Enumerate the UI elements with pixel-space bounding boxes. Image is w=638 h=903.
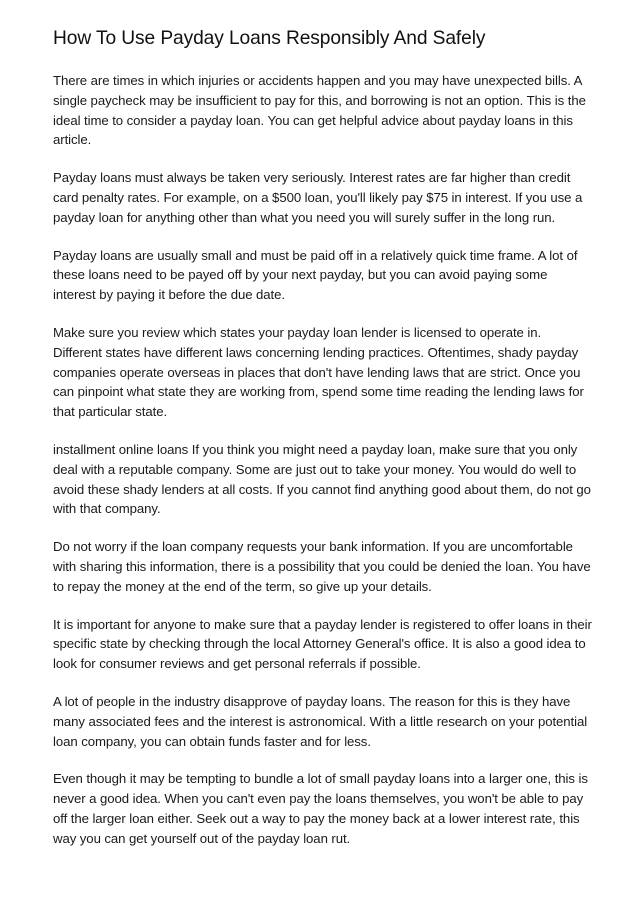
document-page bbox=[53, 26, 593, 867]
paragraph-2: Payday loans must always be taken very seriously. Interest rates are far higher than credit card penalty rates. For example, on a $500 loan, you'll likely pay $75 in interest. If you use a payday loan for anything other than what you need you will surely suffer in the long run. bbox=[53, 170, 583, 225]
paragraph-5: installment online loans If you think you might need a payday loan, make sure that you only deal with a reputable company. Some are just out to take your money. You would do well to avoid these shady lenders at all costs. If you cannot find anything good about them, do not go with that company. bbox=[53, 441, 591, 517]
paragraph-6: Do not worry if the loan company requests your bank information. If you are uncomfortable with sharing this information, there is a possibility that you could be denied the loan. You have to repay the money at the end of the term, so give up your details. bbox=[53, 539, 591, 594]
paragraph-7: It is important for anyone to make sure that a payday lender is registered to offer loans in their specific state by checking through the local Attorney General's office. It is also a good idea to look for consumer reviews and get personal referrals if possible. bbox=[53, 616, 592, 672]
paragraph-1: There are times in which injuries or accidents happen and you may have unexpected bills. A single paycheck may be insufficient to pay for this, and borrowing is not an option. This is the ideal time to consider a payday loan. You can get helpful advice about payday loans in this article. bbox=[53, 73, 586, 148]
paragraph-9: Even though it may be tempting to bundle a lot of small payday loans into a larger one, this is never a good idea. When you can't even pay the loans themselves, you won't be able to pay off the larger loan either. Seek out a way to pay the money back at a lower interest rate, this way you can get yourself out of the payday loan rut. bbox=[53, 771, 588, 846]
paragraph-3: Payday loans are usually small and must be paid off in a relatively quick time frame. A lot of these loans need to be payed off by your next payday, but you can avoid paying some interest by paying it before the due date. bbox=[53, 247, 578, 303]
document-title: How To Use Payday Loans Responsibly And Safely bbox=[53, 28, 486, 49]
paragraph-4: Make sure you review which states your payday loan lender is licensed to operate in. Different states have different laws concerning lending practices. Oftentimes, shady payday companies operate overseas in places that don't have lending laws that are strict. Once you can pinpoint what state they are working from, spend some time reading the lending laws for that particular state. bbox=[53, 324, 584, 420]
paragraph-8: A lot of people in the industry disapprove of payday loans. The reason for this is they have many associated fees and the interest is astronomical. With a little research on your potential loan company, you can obtain funds faster and for less. bbox=[53, 693, 588, 749]
